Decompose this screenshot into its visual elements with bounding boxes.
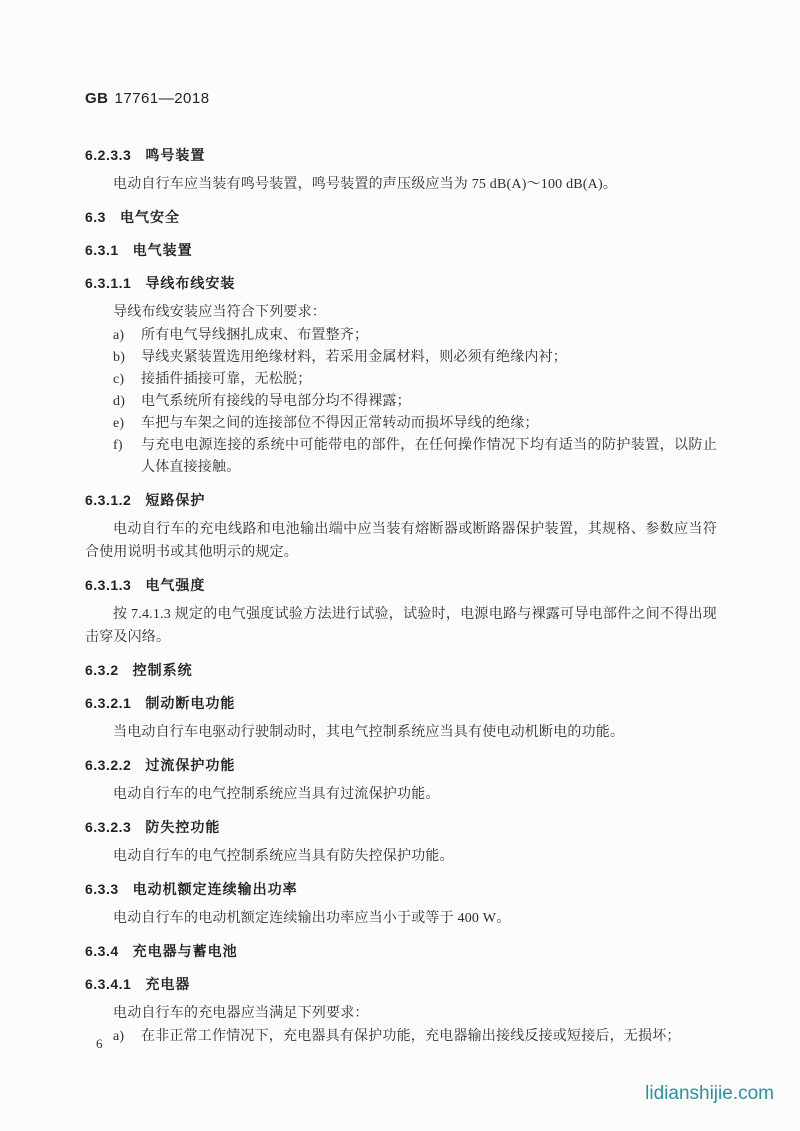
heading-electrical-safety	[85, 206, 717, 229]
clause-title: 短路保护	[145, 492, 206, 508]
heading-charger	[85, 973, 717, 996]
list-item-text: 车把与车架之间的连接部位不得因正常转动而损坏导线的绝缘；	[141, 416, 539, 431]
clause-number: 6.3	[85, 209, 106, 225]
clause-number: 6.3.2.3	[85, 819, 132, 835]
clause-title: 控制系统	[132, 662, 193, 678]
clause-title: 过流保护功能	[145, 757, 236, 773]
wiring-requirement-list	[85, 325, 717, 479]
clause-title: 导线布线安装	[145, 275, 236, 291]
list-item-text: 与充电电源连接的系统中可能带电的部件，在任何操作情况下均有适当的防护装置，以防止人体直接接触。	[141, 438, 717, 475]
clause-title: 电气安全	[119, 209, 180, 225]
para-brake-cutoff: 当电动自行车电驱动行驶制动时，其电气控制系统应当具有使电动机断电的功能。	[113, 725, 625, 740]
heading-anti-runaway	[85, 816, 717, 839]
list-item-label: e)	[113, 416, 125, 431]
clause-number: 6.3.2.2	[85, 757, 132, 773]
list-item-text: 在非正常工作情况下，充电器具有保护功能，充电器输出接线反接或短接后，无损坏；	[141, 1029, 681, 1044]
heading-wiring-installation	[85, 272, 717, 295]
clause-number: 6.3.1.2	[85, 492, 132, 508]
para-motor-rated-power: 电动自行车的电动机额定连续输出功率应当小于或等于 400 W。	[113, 911, 511, 926]
list-item-label: c)	[113, 372, 125, 387]
watermark-text: lidianshijie.com	[645, 1083, 774, 1104]
clause-title: 充电器	[145, 976, 191, 992]
list-item	[85, 413, 717, 435]
list-item-label: a)	[113, 328, 125, 343]
clause-number: 6.3.2.1	[85, 695, 132, 711]
clause-number: 6.3.1	[85, 242, 119, 258]
para-horn-device: 电动自行车应当装有鸣号装置，鸣号装置的声压级应当为 75 dB(A)～100 dB(A)。	[113, 177, 618, 192]
list-item-label: b)	[113, 350, 126, 365]
clause-number: 6.3.2	[85, 662, 119, 678]
charger-requirement-list	[85, 1026, 717, 1048]
para-anti-runaway: 电动自行车的电气控制系统应当具有防失控保护功能。	[113, 849, 454, 864]
para-wiring-intro: 导线布线安装应当符合下列要求：	[113, 305, 326, 320]
list-item	[85, 435, 717, 479]
clause-title: 制动断电功能	[145, 695, 236, 711]
clause-number: 6.3.1.1	[85, 275, 132, 291]
clause-title: 鸣号装置	[145, 147, 206, 163]
heading-control-system	[85, 659, 717, 682]
heading-horn-device	[85, 144, 717, 167]
clause-title: 电气装置	[132, 242, 193, 258]
page-number: 6	[96, 1036, 103, 1051]
heading-motor-rated-power	[85, 878, 717, 901]
heading-electrical-device	[85, 239, 717, 262]
list-item-text: 所有电气导线捆扎成束、布置整齐；	[141, 328, 369, 343]
para-charger-intro: 电动自行车的充电器应当满足下列要求：	[113, 1006, 369, 1021]
list-item-text: 导线夹紧装置选用绝缘材料，若采用金属材料，则必须有绝缘内衬；	[141, 350, 567, 365]
list-item	[85, 325, 717, 347]
para-short-circuit: 电动自行车的充电线路和电池输出端中应当装有熔断器或断路器保护装置，其规格、参数应当符合使用说明书或其他明示的规定。	[85, 522, 717, 560]
list-item-label: a)	[113, 1029, 125, 1044]
document-body	[85, 0, 717, 1048]
para-electric-strength: 按 7.4.1.3 规定的电气强度试验方法进行试验，试验时，电源电路与裸露可导电部件之间不得出现击穿及闪络。	[85, 607, 717, 645]
list-item-text: 电气系统所有接线的导电部分均不得裸露；	[141, 394, 411, 409]
heading-short-circuit-protection	[85, 489, 717, 512]
list-item-label: f)	[113, 438, 123, 453]
para-overcurrent: 电动自行车的电气控制系统应当具有过流保护功能。	[113, 787, 440, 802]
standard-code-prefix: GB	[85, 90, 109, 107]
clause-title: 防失控功能	[145, 819, 221, 835]
clause-number: 6.3.1.3	[85, 577, 132, 593]
standard-code-number: 17761—2018	[114, 90, 210, 107]
clause-title: 电气强度	[145, 577, 206, 593]
clause-number: 6.2.3.3	[85, 147, 132, 163]
list-item	[85, 369, 717, 391]
heading-brake-cutoff	[85, 692, 717, 715]
clause-number: 6.3.3	[85, 881, 119, 897]
clause-number: 6.3.4.1	[85, 976, 132, 992]
list-item	[85, 391, 717, 413]
heading-charger-and-battery	[85, 940, 717, 963]
clause-title: 充电器与蓄电池	[132, 943, 238, 959]
heading-overcurrent-protection	[85, 754, 717, 777]
clause-title: 电动机额定连续输出功率	[132, 881, 298, 897]
list-item-label: d)	[113, 394, 126, 409]
list-item	[85, 1026, 717, 1048]
clause-number: 6.3.4	[85, 943, 119, 959]
list-item	[85, 347, 717, 369]
list-item-text: 接插件插接可靠，无松脱；	[141, 372, 312, 387]
heading-electric-strength	[85, 574, 717, 597]
